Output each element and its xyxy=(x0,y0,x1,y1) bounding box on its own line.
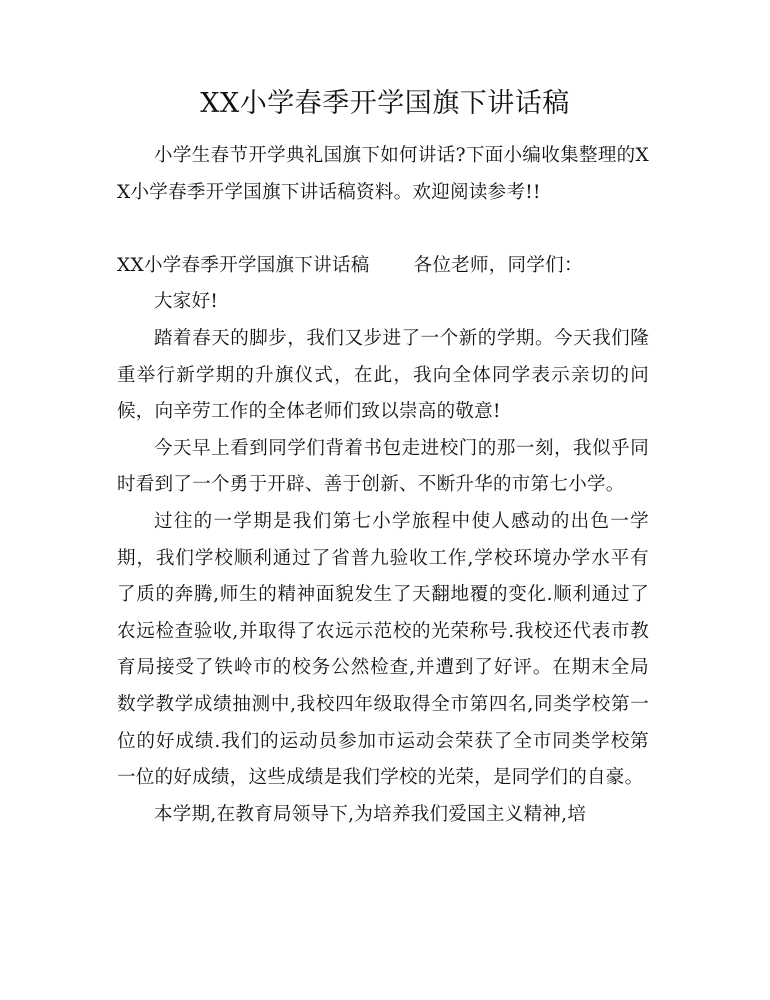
document-title: XX小学春季开学国旗下讲话稿 xyxy=(200,88,570,119)
salutation: 各位老师，同学们： xyxy=(413,254,583,276)
speech-heading: XX小学春季开学国旗下讲话稿 xyxy=(117,254,370,276)
body-paragraph-3: 过往的一学期是我们第七小学旅程中使人感动的出色一学期，我们学校顺利通过了省普九验收工作,学校环境办学水平有了质的奔腾,师生的精神面貌发生了天翻地覆的变化.顺利通过了农远检查验收,并取得了农远示范校的光荣称号.我校还代表市教育局接受了铁岭市的校务公然检查,并遭到了好评。在期末全局数学教学成绩抽测中,我校四年级取得全市第四名,同类学校第一位的好成绩.我们的运动员参加市运动会荣获了全市同类学校第一位的好成绩，这些成绩是我们学校的光荣，是同学们的自豪。 xyxy=(117,510,649,789)
body-paragraph-4: 本学期,在教育局领导下,为培养我们爱国主义精神,培 xyxy=(154,803,587,825)
body-paragraph-2: 今天早上看到同学们背着书包走进校门的那一刻，我似乎同时看到了一个勇于开辟、善于创新、不断升华的市第七小学。 xyxy=(117,437,649,496)
blank-line xyxy=(117,211,649,248)
greeting-paragraph: 大家好! xyxy=(154,291,219,313)
body-paragraph-1: 踏着春天的脚步，我们又步进了一个新的学期。今天我们隆重举行新学期的升旗仪式，在此，我向全体同学表示亲切的问候，向辛劳工作的全体老师们致以崇高的敬意! xyxy=(117,327,649,423)
intro-paragraph: 小学生春节开学典礼国旗下如何讲话?下面小编收集整理的XX小学春季开学国旗下讲话稿资料。欢迎阅读参考!! xyxy=(117,145,649,203)
speech-heading-line xyxy=(117,248,649,285)
document-body xyxy=(117,138,649,833)
